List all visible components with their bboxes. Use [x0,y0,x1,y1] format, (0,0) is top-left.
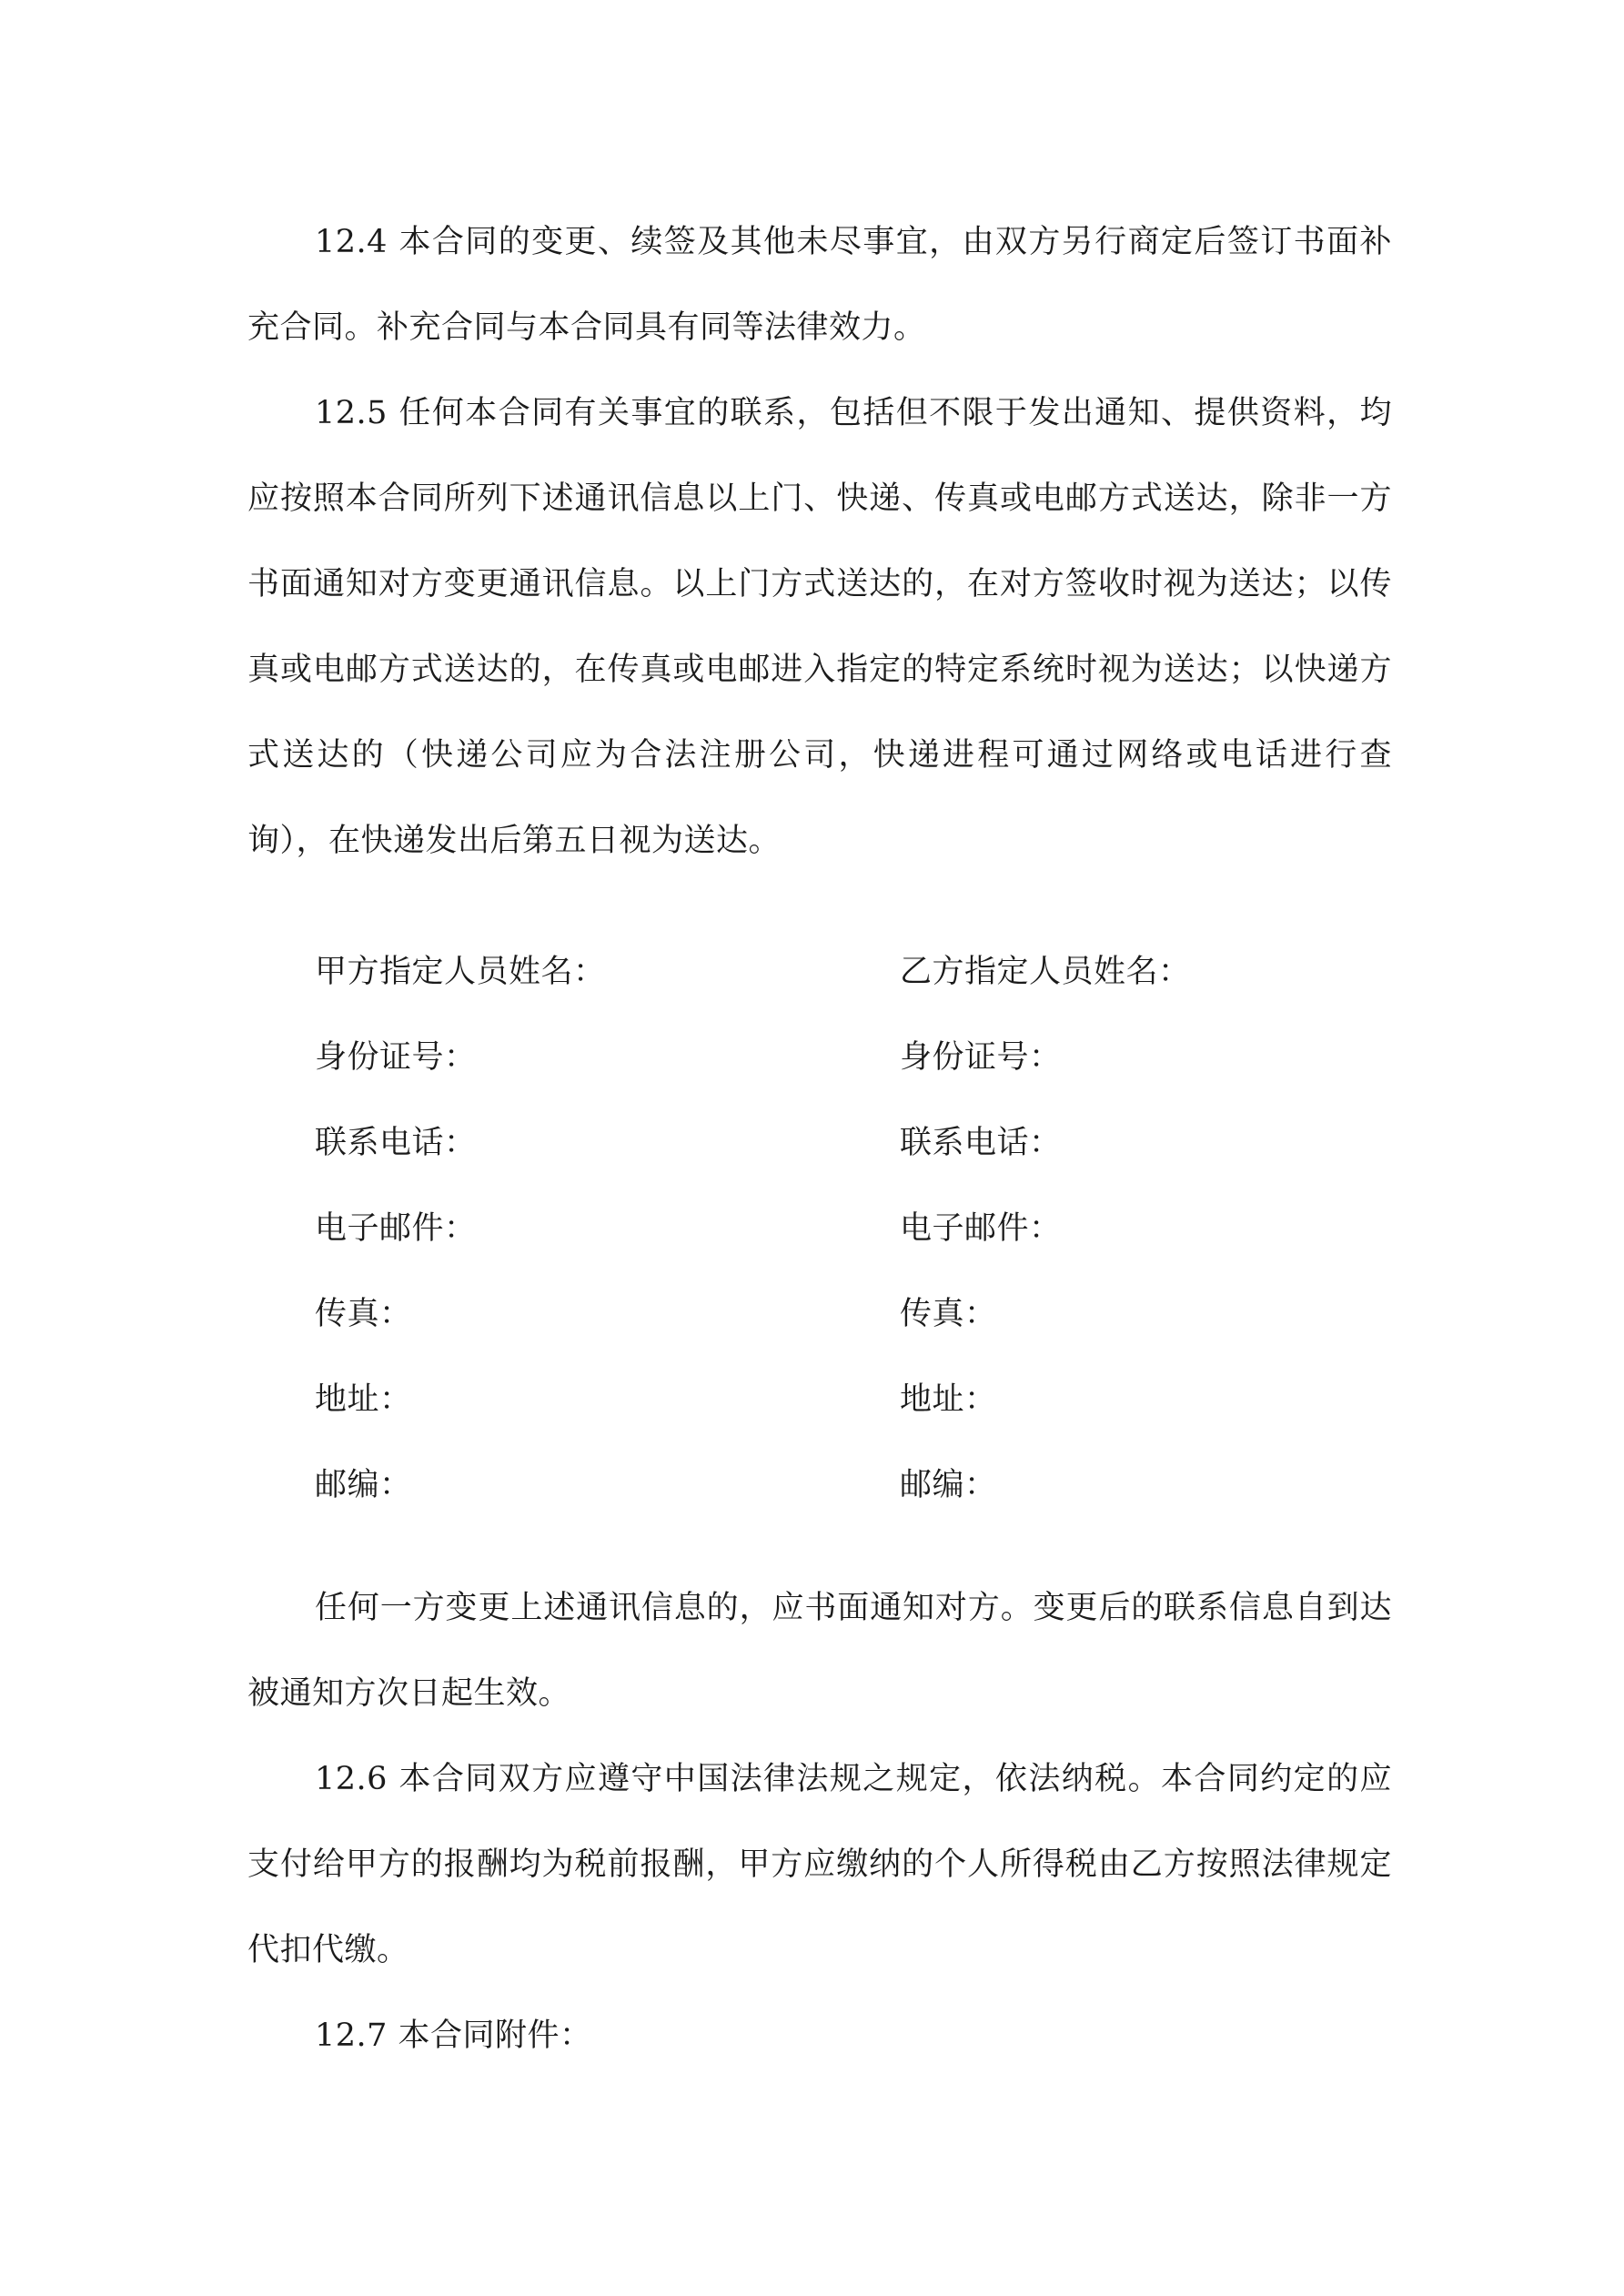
party-b-id-label: 身份证号： [900,1039,1062,1076]
contact-row-phone [315,1097,1392,1183]
party-a-email-label: 电子邮件： [315,1210,477,1247]
party-b-phone-label: 联系电话： [900,1125,1062,1161]
clause-12-7: 12.7 本合同附件： [315,2018,592,2054]
party-a-phone-label: 联系电话： [315,1125,477,1161]
party-b-fax-label: 传真： [900,1296,997,1332]
contact-row-fax [315,1269,1392,1354]
party-b-email-label: 电子邮件： [900,1210,1062,1247]
party-a-postcode-label: 邮编： [315,1467,412,1503]
party-b-address-label: 地址： [900,1381,997,1418]
contact-row-name [315,926,1392,1012]
party-b-postcode-label: 邮编： [900,1467,997,1503]
contact-row-postcode [315,1440,1392,1525]
party-a-name-label: 甲方指定人员姓名： [315,954,606,990]
clause-12-5: 12.5 任何本合同有关事宜的联系，包括但不限于发出通知、提供资料，均应按照本合同所列下述通讯信息以上门、快递、传真或电邮方式送达，除非一方书面通知对方变更通讯信息。以上门方式送达的，在对方签收时视为送达；以传真或电邮方式送达的，在传真或电邮进入指定的特定系统时视为送达；以快递方式送达的（快递公司应为合法注册公司，快递进程可通过网络或电话进行查询），在快递发出后第五日视为送达。 [247,395,1392,859]
contact-info-table [315,926,1392,1525]
party-b-name-label: 乙方指定人员姓名： [900,954,1191,990]
contact-row-email [315,1183,1392,1269]
contact-change-notice: 任何一方变更上述通讯信息的，应书面通知对方。变更后的联系信息自到达被通知方次日起生效。 [247,1590,1392,1712]
contact-row-id [315,1012,1392,1097]
contact-row-address [315,1354,1392,1440]
clause-12-4: 12.4 本合同的变更、续签及其他未尽事宜，由双方另行商定后签订书面补充合同。补充合同与本合同具有同等法律效力。 [247,224,1392,346]
clause-12-6: 12.6 本合同双方应遵守中国法律法规之规定，依法纳税。本合同约定的应支付给甲方的报酬均为税前报酬，甲方应缴纳的个人所得税由乙方按照法律规定代扣代缴。 [247,1761,1392,1968]
party-a-id-label: 身份证号： [315,1039,477,1076]
party-a-fax-label: 传真： [315,1296,412,1332]
party-a-address-label: 地址： [315,1381,412,1418]
